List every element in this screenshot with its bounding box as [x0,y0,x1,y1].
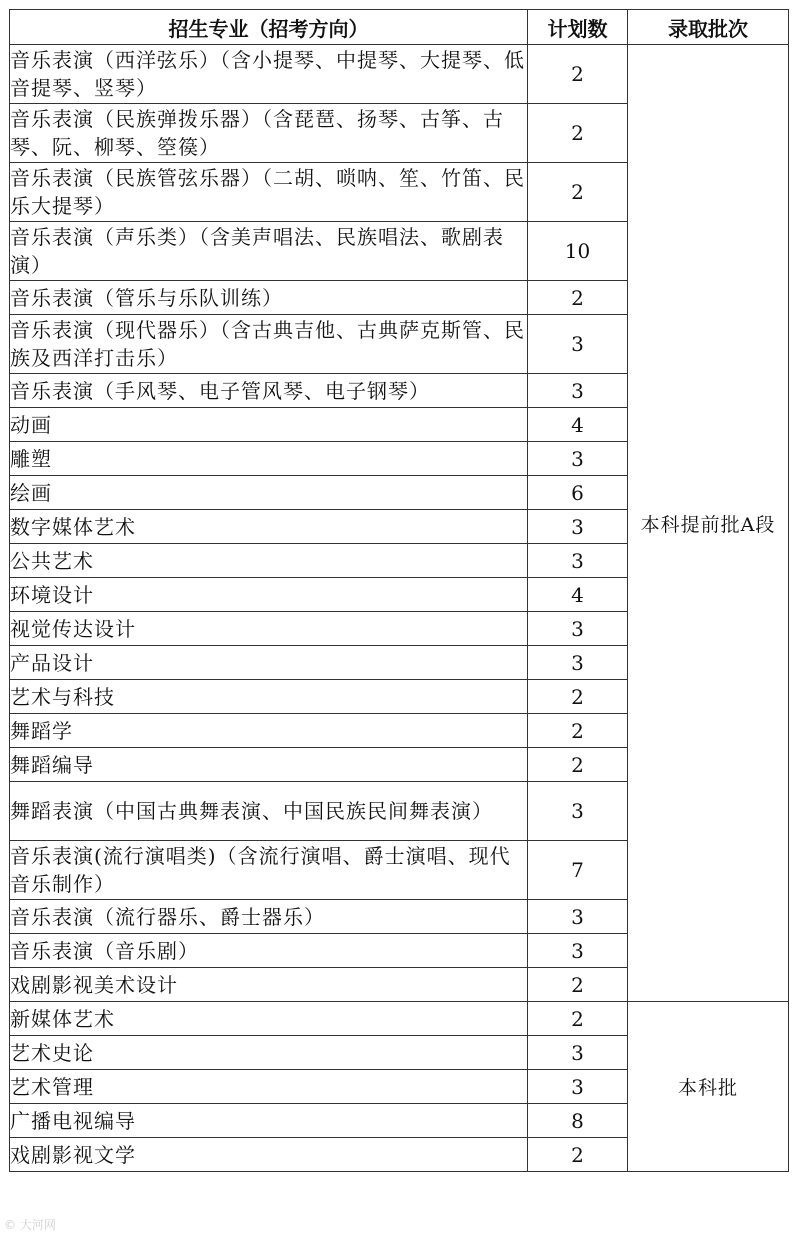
major-name-cell: 数字媒体艺术 [10,510,528,544]
major-name-cell: 视觉传达设计 [10,612,528,646]
major-name-cell: 舞蹈表演（中国古典舞表演、中国民族民间舞表演） [10,782,528,841]
plan-count-cell: 10 [528,222,628,281]
major-name-cell: 产品设计 [10,646,528,680]
plan-count-cell: 2 [528,1002,628,1036]
major-name-cell: 戏剧影视美术设计 [10,968,528,1002]
header-count: 计划数 [528,10,628,45]
plan-count-cell: 6 [528,476,628,510]
plan-count-cell: 3 [528,1036,628,1070]
plan-count-cell: 7 [528,841,628,900]
batch-cell: 本科提前批A段 [628,45,789,1002]
major-name-cell: 音乐表演（手风琴、电子管风琴、电子钢琴） [10,374,528,408]
plan-count-cell: 2 [528,748,628,782]
batch-cell: 本科批 [628,1002,789,1172]
enrollment-plan-table [9,9,789,1172]
header-batch: 录取批次 [628,10,789,45]
plan-count-cell: 3 [528,315,628,374]
plan-count-cell: 4 [528,408,628,442]
watermark: © 大河网 [4,1218,56,1232]
plan-count-cell: 2 [528,104,628,163]
plan-count-cell: 8 [528,1104,628,1138]
major-name-cell: 艺术管理 [10,1070,528,1104]
major-name-cell: 音乐表演（流行器乐、爵士器乐） [10,900,528,934]
plan-count-cell: 2 [528,281,628,315]
plan-count-cell: 3 [528,612,628,646]
major-name-cell: 音乐表演(流行演唱类)（含流行演唱、爵士演唱、现代音乐制作） [10,841,528,900]
plan-count-cell: 3 [528,510,628,544]
plan-count-cell: 2 [528,45,628,104]
major-name-cell: 音乐表演（声乐类）（含美声唱法、民族唱法、歌剧表演） [10,222,528,281]
plan-count-cell: 3 [528,934,628,968]
plan-count-cell: 3 [528,900,628,934]
major-name-cell: 艺术史论 [10,1036,528,1070]
plan-count-cell: 4 [528,578,628,612]
major-name-cell: 雕塑 [10,442,528,476]
major-name-cell: 舞蹈编导 [10,748,528,782]
major-name-cell: 公共艺术 [10,544,528,578]
plan-count-cell: 2 [528,163,628,222]
plan-count-cell: 3 [528,442,628,476]
major-name-cell: 新媒体艺术 [10,1002,528,1036]
plan-count-cell: 3 [528,646,628,680]
major-name-cell: 音乐表演（西洋弦乐）（含小提琴、中提琴、大提琴、低音提琴、竖琴） [10,45,528,104]
major-name-cell: 广播电视编导 [10,1104,528,1138]
major-name-cell: 音乐表演（管乐与乐队训练） [10,281,528,315]
table-header-row [10,10,789,45]
plan-count-cell: 3 [528,1070,628,1104]
header-major: 招生专业（招考方向） [10,10,528,45]
table-row [10,45,789,104]
plan-count-cell: 3 [528,782,628,841]
plan-count-cell: 2 [528,968,628,1002]
major-name-cell: 音乐表演（音乐剧） [10,934,528,968]
plan-count-cell: 2 [528,714,628,748]
major-name-cell: 艺术与科技 [10,680,528,714]
plan-count-cell: 3 [528,544,628,578]
major-name-cell: 音乐表演（民族弹拨乐器）（含琵琶、扬琴、古筝、古琴、阮、柳琴、箜篌） [10,104,528,163]
major-name-cell: 舞蹈学 [10,714,528,748]
plan-count-cell: 2 [528,1138,628,1172]
major-name-cell: 音乐表演（现代器乐）（含古典吉他、古典萨克斯管、民族及西洋打击乐） [10,315,528,374]
major-name-cell: 动画 [10,408,528,442]
table-row [10,1002,789,1036]
plan-count-cell: 3 [528,374,628,408]
major-name-cell: 音乐表演（民族管弦乐器）（二胡、唢呐、笙、竹笛、民乐大提琴） [10,163,528,222]
major-name-cell: 绘画 [10,476,528,510]
plan-count-cell: 2 [528,680,628,714]
major-name-cell: 环境设计 [10,578,528,612]
major-name-cell: 戏剧影视文学 [10,1138,528,1172]
